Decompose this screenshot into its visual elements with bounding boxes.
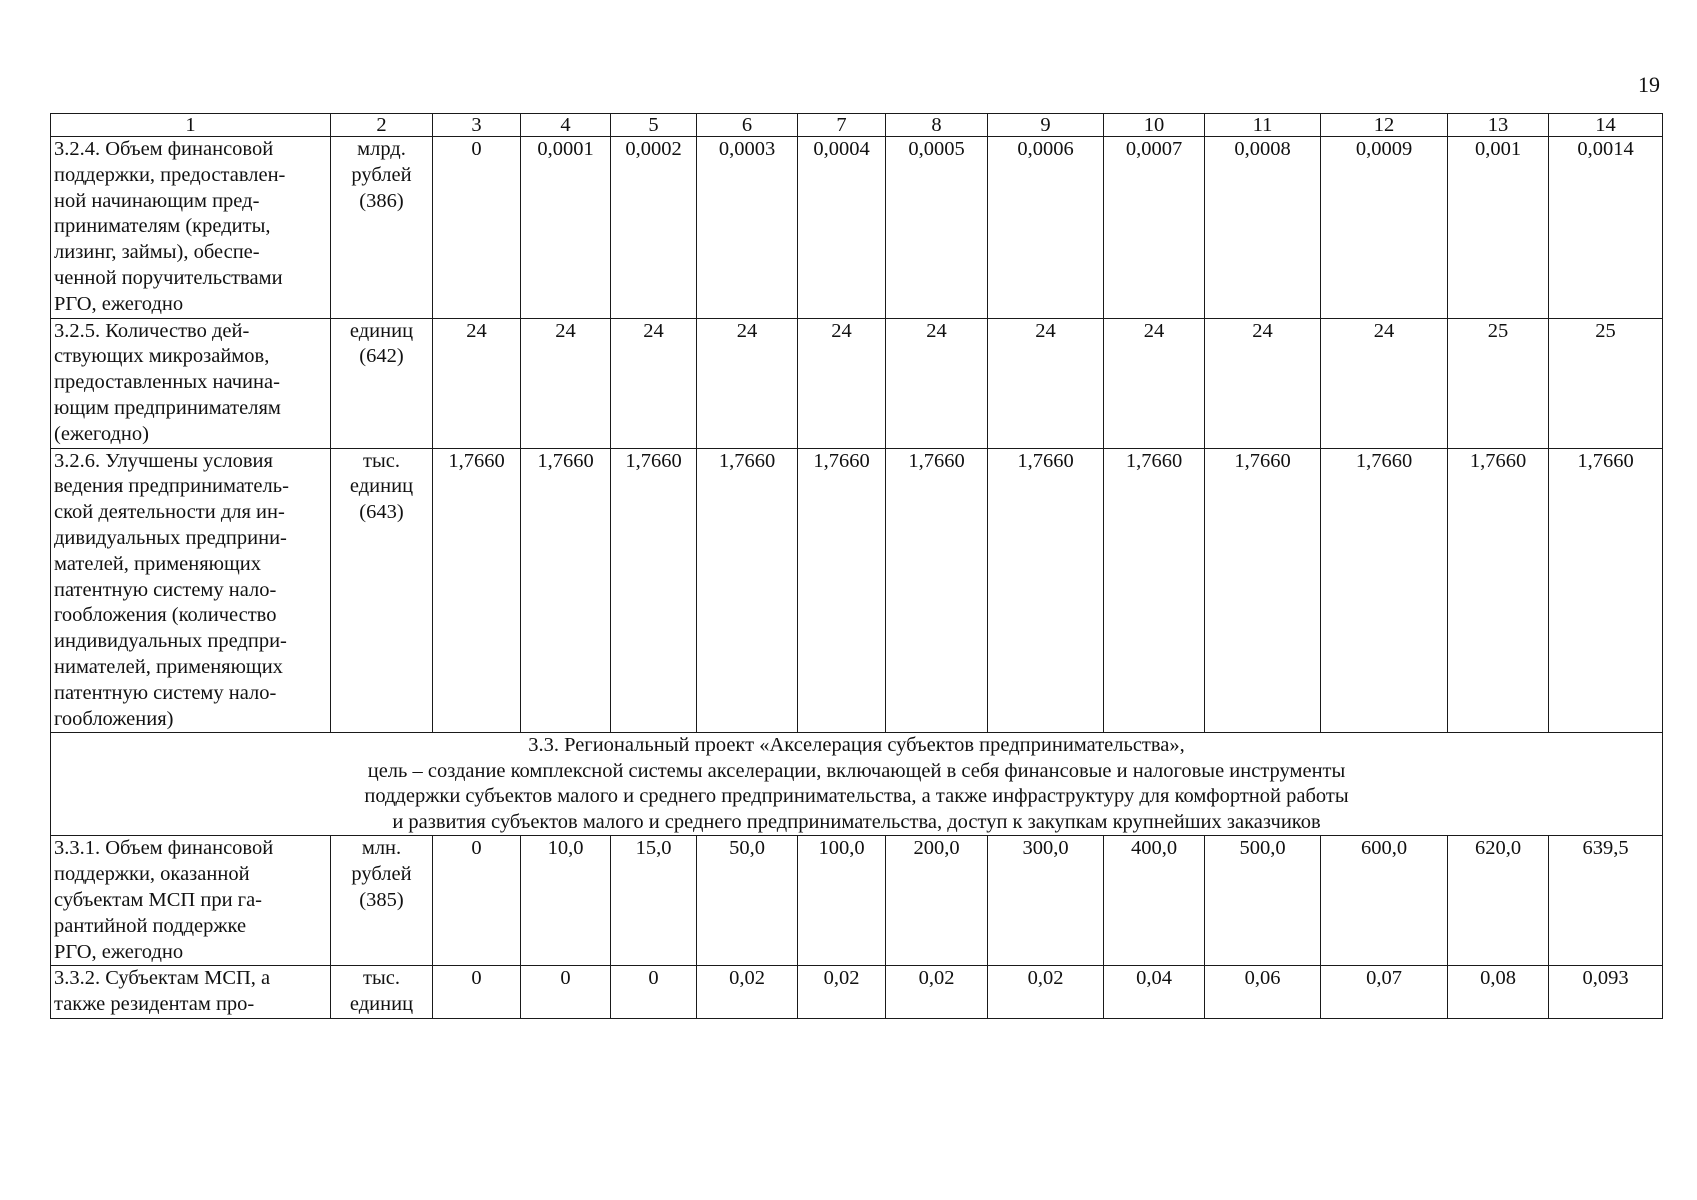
indicator-name-line: РГО, ежегодно — [54, 292, 184, 315]
value-cell: 24 — [611, 318, 697, 448]
indicator-name-line: ствующих микрозаймов, — [54, 345, 270, 368]
value-cell: 0,0002 — [611, 137, 697, 319]
value-cell: 0,093 — [1549, 966, 1663, 1019]
indicator-name — [51, 318, 331, 448]
value-cell: 1,7660 — [1321, 448, 1448, 733]
column-number-row — [51, 114, 1663, 137]
column-number: 3 — [433, 114, 521, 137]
value-cell: 24 — [1205, 318, 1321, 448]
value-cell: 24 — [433, 318, 521, 448]
value-cell: 0,07 — [1321, 966, 1448, 1019]
value-cell: 25 — [1549, 318, 1663, 448]
indicator-name-line: 3.2.6. Улучшены условия — [54, 449, 273, 472]
indicator-name-line: предоставленных начина- — [54, 371, 280, 394]
unit-line: (386) — [359, 189, 404, 212]
indicator-name-line: нимателей, применяющих — [54, 655, 283, 678]
value-cell: 1,7660 — [697, 448, 798, 733]
value-cell: 1,7660 — [988, 448, 1104, 733]
section-heading-line: поддержки субъектов малого и среднего предпринимательства, а также инфраструктуру для комфортной работы — [364, 785, 1349, 808]
indicator-name-line: принимателям (кредиты, — [54, 215, 271, 238]
page-number: 19 — [1638, 72, 1660, 97]
unit-line: рублей — [351, 163, 412, 186]
indicator-name-line: ской деятельности для ин- — [54, 501, 285, 524]
column-number: 13 — [1448, 114, 1549, 137]
indicator-name-line: гообложения (количество — [54, 604, 277, 627]
value-cell: 620,0 — [1448, 836, 1549, 966]
indicator-name-line: 3.3.2. Субъектам МСП, а — [54, 967, 271, 990]
unit-line: тыс. — [363, 967, 400, 990]
column-number: 7 — [798, 114, 886, 137]
value-cell: 1,7660 — [1104, 448, 1205, 733]
column-number: 11 — [1205, 114, 1321, 137]
table-row — [51, 836, 1663, 966]
value-cell: 0,02 — [697, 966, 798, 1019]
value-cell: 100,0 — [798, 836, 886, 966]
value-cell: 1,7660 — [433, 448, 521, 733]
unit-line: единиц — [349, 993, 414, 1016]
column-number: 9 — [988, 114, 1104, 137]
column-number: 1 — [51, 114, 331, 137]
unit-cell — [331, 318, 433, 448]
value-cell: 0,06 — [1205, 966, 1321, 1019]
value-cell: 0,02 — [798, 966, 886, 1019]
indicator-name-line: ной начинающим пред- — [54, 189, 260, 212]
value-cell: 1,7660 — [1448, 448, 1549, 733]
value-cell: 0 — [433, 137, 521, 319]
value-cell: 1,7660 — [886, 448, 988, 733]
indicator-name-line: дивидуальных предприни- — [54, 526, 287, 549]
value-cell: 0,0007 — [1104, 137, 1205, 319]
value-cell: 1,7660 — [521, 448, 611, 733]
indicator-name-line: индивидуальных предпри- — [54, 630, 287, 653]
indicators-table — [50, 113, 1663, 1019]
indicator-name-line: РГО, ежегодно — [54, 940, 184, 963]
section-heading-line: цель – создание комплексной системы акселерации, включающей в себя финансовые и налоговые инструменты — [367, 759, 1346, 782]
unit-line: тыс. — [363, 449, 400, 472]
indicator-name-line: поддержки, предоставлен- — [54, 163, 286, 186]
section-heading — [51, 733, 1663, 836]
value-cell: 25 — [1448, 318, 1549, 448]
unit-line: млн. — [361, 837, 402, 860]
unit-line: млрд. — [357, 138, 406, 160]
value-cell: 24 — [886, 318, 988, 448]
value-cell: 0 — [433, 836, 521, 966]
unit-line: единиц — [349, 319, 414, 342]
value-cell: 0,02 — [886, 966, 988, 1019]
value-cell: 0,0008 — [1205, 137, 1321, 319]
indicator-name-line: патентную систему нало- — [54, 681, 277, 704]
value-cell: 1,7660 — [1549, 448, 1663, 733]
value-cell: 10,0 — [521, 836, 611, 966]
indicator-name-line: 3.3.1. Объем финансовой — [54, 837, 274, 860]
indicator-name-line: лизинг, займы), обеспе- — [54, 241, 260, 264]
value-cell: 0 — [611, 966, 697, 1019]
table-row — [51, 137, 1663, 319]
column-number: 8 — [886, 114, 988, 137]
column-number: 5 — [611, 114, 697, 137]
indicator-name-line: также резидентам про- — [54, 993, 255, 1016]
column-number: 2 — [331, 114, 433, 137]
value-cell: 24 — [697, 318, 798, 448]
unit-line: единиц — [349, 475, 414, 498]
column-number: 14 — [1549, 114, 1663, 137]
value-cell: 400,0 — [1104, 836, 1205, 966]
value-cell: 0,001 — [1448, 137, 1549, 319]
value-cell: 0,02 — [988, 966, 1104, 1019]
indicator-name-line: рантийной поддержке — [54, 914, 247, 937]
indicator-name-line: поддержки, оказанной — [54, 863, 250, 886]
value-cell: 0 — [521, 966, 611, 1019]
unit-cell — [331, 836, 433, 966]
indicator-name-line: (ежегодно) — [54, 422, 149, 445]
unit-line: (642) — [359, 345, 404, 368]
indicator-name-line: ченной поручительствами — [54, 266, 283, 289]
value-cell: 24 — [988, 318, 1104, 448]
indicator-name-line: ющим предпринимателям — [54, 396, 281, 419]
value-cell: 300,0 — [988, 836, 1104, 966]
column-number: 12 — [1321, 114, 1448, 137]
value-cell: 0,0003 — [697, 137, 798, 319]
value-cell: 24 — [798, 318, 886, 448]
table-row — [51, 448, 1663, 733]
value-cell: 200,0 — [886, 836, 988, 966]
section-heading-line: и развития субъектов малого и среднего предпринимательства, доступ к закупкам крупнейших заказчиков — [392, 810, 1321, 833]
column-number: 4 — [521, 114, 611, 137]
indicator-name-line: мателей, применяющих — [54, 552, 261, 575]
table-row — [51, 966, 1663, 1019]
indicator-name-line: патентную систему нало- — [54, 578, 277, 601]
unit-line: рублей — [351, 863, 412, 886]
value-cell: 500,0 — [1205, 836, 1321, 966]
value-cell: 600,0 — [1321, 836, 1448, 966]
section-heading-line: 3.3. Региональный проект «Акселерация субъектов предпринимательства», — [528, 734, 1185, 757]
value-cell: 0 — [433, 966, 521, 1019]
value-cell: 1,7660 — [798, 448, 886, 733]
indicator-name — [51, 836, 331, 966]
unit-cell — [331, 966, 433, 1019]
indicator-name-line: ведения предприниматель- — [54, 475, 289, 498]
value-cell: 50,0 — [697, 836, 798, 966]
value-cell: 0,08 — [1448, 966, 1549, 1019]
indicator-name-line: субъектам МСП при га- — [54, 888, 263, 911]
value-cell: 0,0005 — [886, 137, 988, 319]
indicator-name — [51, 448, 331, 733]
value-cell: 0,0009 — [1321, 137, 1448, 319]
indicator-name — [51, 137, 331, 319]
unit-cell — [331, 137, 433, 319]
value-cell: 0,0014 — [1549, 137, 1663, 319]
value-cell: 1,7660 — [1205, 448, 1321, 733]
value-cell: 0,04 — [1104, 966, 1205, 1019]
table-row — [51, 318, 1663, 448]
column-number: 10 — [1104, 114, 1205, 137]
unit-line: (643) — [359, 501, 404, 524]
unit-line: (385) — [359, 888, 404, 911]
value-cell: 0,0004 — [798, 137, 886, 319]
value-cell: 0,0001 — [521, 137, 611, 319]
value-cell: 24 — [521, 318, 611, 448]
section-row — [51, 733, 1663, 836]
indicator-name-line: гообложения) — [54, 707, 174, 730]
value-cell: 24 — [1321, 318, 1448, 448]
column-number: 6 — [697, 114, 798, 137]
value-cell: 15,0 — [611, 836, 697, 966]
value-cell: 24 — [1104, 318, 1205, 448]
value-cell: 1,7660 — [611, 448, 697, 733]
value-cell: 639,5 — [1549, 836, 1663, 966]
value-cell: 0,0006 — [988, 137, 1104, 319]
indicator-name-line: 3.2.5. Количество дей- — [54, 319, 250, 342]
unit-cell — [331, 448, 433, 733]
indicator-name — [51, 966, 331, 1019]
indicator-name-line: 3.2.4. Объем финансовой — [54, 138, 274, 160]
